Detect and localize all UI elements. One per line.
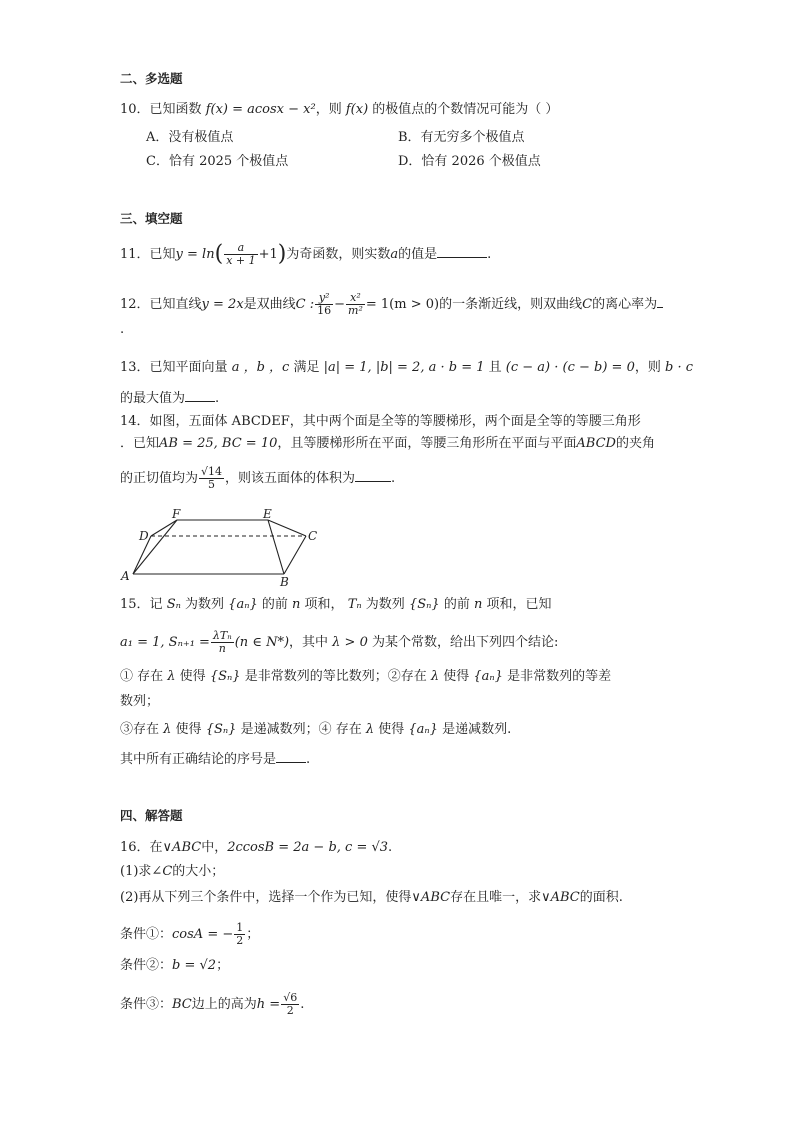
- q16-triangle3: ∨ABC: [541, 890, 580, 905]
- q15-Snset3: {Sₙ}: [205, 722, 237, 737]
- q11-tail: 的值是: [398, 247, 438, 262]
- q16-condition-3: [120, 992, 304, 1017]
- q16-c1-den: 2: [236, 934, 244, 947]
- q10-option-a: A．没有极值点: [146, 130, 234, 145]
- q16-c3-den: 2: [286, 1004, 294, 1017]
- q16-condition-1: [120, 922, 259, 947]
- q15-lam3: λ: [163, 722, 172, 737]
- q16-dot: .: [388, 840, 393, 855]
- q11-answer-blank[interactable]: [437, 245, 487, 258]
- question-15-line2: [120, 630, 558, 655]
- q10-option-d: D．恰有 2026 个极值点: [398, 154, 541, 169]
- q14-l2-abcd: ABCD: [576, 436, 616, 451]
- q11-pre: 11．已知: [120, 247, 176, 262]
- q15-e: 为数列: [365, 597, 405, 612]
- question-16-part1: [120, 864, 224, 880]
- q16-c3-num: √6: [283, 991, 298, 1004]
- q16-c3-mid: 边上的高为: [191, 997, 257, 1012]
- q15-fraction: [211, 630, 234, 655]
- q15-frac-den: n: [218, 642, 226, 655]
- q16-c3-end: .: [300, 997, 305, 1012]
- question-14-line2: [120, 436, 655, 452]
- q15-c3d: 使得: [378, 722, 405, 737]
- q15-g: 项和，已知: [486, 597, 552, 612]
- q11-numerator: a: [224, 242, 257, 255]
- q12-curve: C :: [295, 297, 315, 312]
- q15-c3e: 是递减数列.: [442, 722, 512, 737]
- q15-frac-num: λTₙ: [212, 629, 232, 642]
- q14-l3-pre: 的正切值均为: [120, 471, 199, 486]
- q15-c1e: 是非常数列的等差: [507, 669, 612, 684]
- question-13-line2: [120, 389, 219, 407]
- q13-answer-blank[interactable]: [185, 389, 215, 402]
- q16-angle: ∠C: [151, 864, 173, 879]
- question-15-line6: [120, 750, 310, 768]
- q15-c1a: ① 存在: [120, 669, 164, 684]
- q15-c1b: 使得: [179, 669, 206, 684]
- q10-function: f(x) = acosx − x²: [205, 102, 316, 117]
- q14-frac-num: √14: [201, 465, 223, 478]
- q16-p2-c: 的面积.: [579, 890, 623, 905]
- q15-domain: (n ∈ N*): [234, 635, 290, 650]
- question-15-line3: [120, 669, 611, 685]
- q15-an2: {aₙ}: [473, 669, 503, 684]
- q11-paren-close: ): [277, 241, 287, 267]
- label-F: F: [172, 507, 181, 521]
- q13-vectors: a ，b ，c: [231, 360, 290, 375]
- question-12: [120, 292, 663, 317]
- q12-frac1: [315, 292, 333, 317]
- q16-c1-expr: cosA = −: [172, 927, 234, 942]
- q15-c3c: 是递减数列；④ 存在: [240, 722, 362, 737]
- q14-end: .: [391, 471, 396, 486]
- q16-c3-h: h =: [256, 997, 281, 1012]
- q11-ln: y = ln: [175, 247, 215, 262]
- q15-d: 项和，: [304, 597, 344, 612]
- q15-b: 为数列: [185, 597, 225, 612]
- q13-and: 且: [488, 360, 502, 375]
- q16-p2-a: (2)再从下列三个条件中，选择一个作为已知，使得: [120, 890, 412, 905]
- q13-end: .: [215, 391, 220, 406]
- q13-pre: 13．已知平面向量: [120, 360, 228, 375]
- q12-pre: 12．已知直线: [120, 297, 202, 312]
- q15-n: n: [292, 597, 301, 612]
- q11-fraction: [224, 242, 257, 267]
- section-heading-fill: 三、填空题: [120, 211, 183, 226]
- q12-c: C: [582, 297, 593, 312]
- q15-S: Sₙ₊₁ =: [168, 635, 210, 650]
- edge-DF: [151, 520, 177, 536]
- label-E: E: [263, 507, 272, 521]
- q14-l3-post: ，则该五面体的体积为: [225, 471, 356, 486]
- q15-lambda-cond: λ > 0: [332, 635, 368, 650]
- q15-Tn: Tₙ: [347, 597, 362, 612]
- q16-c1-num: 1: [236, 921, 244, 934]
- q10-function-ref: f(x): [345, 102, 369, 117]
- edge-EC: [268, 520, 306, 536]
- q16-c1-end: ；: [246, 927, 260, 942]
- q11-var: a: [390, 247, 399, 262]
- q16-pre: 16．在: [120, 840, 163, 855]
- question-16-line1: [120, 840, 392, 856]
- q10-pre: 10．已知函数: [120, 102, 202, 117]
- q12-answer-blank[interactable]: [657, 295, 663, 308]
- q15-c1d: 使得: [443, 669, 470, 684]
- q13-target: b · c: [665, 360, 693, 375]
- q13-cond2: (c − a) · (c − b) = 0: [505, 360, 635, 375]
- q15-l2-c: 为某个常数，给出下列四个结论:: [371, 635, 559, 650]
- q12-frac2-den: m²: [348, 304, 363, 317]
- q15-lam4: λ: [365, 722, 375, 737]
- q15-n2: n: [473, 597, 483, 612]
- q16-triangle: ∨ABC: [162, 840, 202, 855]
- q16-c1-frac: [234, 922, 245, 947]
- q16-p1-post: 的大小；: [172, 864, 225, 879]
- question-15-line1: [120, 597, 552, 613]
- q16-p1-pre: (1)求: [120, 864, 152, 879]
- question-15-line5: [120, 722, 511, 738]
- q10-option-c: C．恰有 2025 个极值点: [146, 154, 289, 169]
- q16-mid: 中，: [201, 840, 228, 855]
- q15-l2-b: ，其中: [289, 635, 329, 650]
- q11-plus: +1: [258, 247, 278, 262]
- q15-Sn: Sₙ: [166, 597, 181, 612]
- q15-l5: 其中所有正确结论的序号是: [120, 752, 277, 767]
- q15-a: 15．记: [120, 597, 163, 612]
- pentahedron-figure: [118, 506, 328, 588]
- q15-Snset: {Sₙ}: [408, 597, 440, 612]
- q13-cond: |a| = 1, |b| = 2, a · b = 1: [323, 360, 485, 375]
- q15-f: 的前: [443, 597, 470, 612]
- label-B: B: [280, 575, 289, 588]
- q15-c3a: ③存在: [120, 722, 160, 737]
- q14-l2-pre: ．已知: [120, 436, 160, 451]
- q15-a1: a₁ = 1,: [120, 635, 165, 650]
- q15-c1c: 是非常数列的等比数列；②存在: [244, 669, 427, 684]
- q16-p2-b: 存在且唯一，求: [450, 890, 542, 905]
- q13-then: ，则: [634, 360, 661, 375]
- q14-l2-post: ，且等腰梯形所在平面，等腰三角形所在平面与平面: [277, 436, 577, 451]
- section-heading-multi: 二、多选题: [120, 71, 183, 86]
- q15-c3b: 使得: [175, 722, 202, 737]
- q15-lam2: λ: [430, 669, 440, 684]
- q16-triangle2: ∨ABC: [411, 890, 451, 905]
- q12-mid: 是双曲线: [243, 297, 296, 312]
- q12-frac2: [346, 292, 365, 317]
- q14-frac-den: 5: [208, 478, 216, 491]
- q12-frac1-num: y²: [315, 292, 333, 305]
- q15-an: {aₙ}: [228, 597, 258, 612]
- q10-mid: ，则: [315, 102, 342, 117]
- q13-line2-text: 的最大值为: [120, 391, 186, 406]
- q12-tail: 的离心率为: [592, 297, 658, 312]
- q11-denominator: x + 1: [226, 254, 256, 267]
- section-heading-solve: 四、解答题: [120, 808, 183, 823]
- q15-c: 的前: [261, 597, 288, 612]
- q12-line: y = 2x: [201, 297, 244, 312]
- q14-fraction: [199, 466, 224, 491]
- question-11: [120, 242, 491, 267]
- q11-post: 为奇函数，则实数: [286, 247, 391, 262]
- label-D: D: [139, 529, 149, 543]
- q16-c3-bc: BC: [172, 997, 192, 1012]
- q12-trailing-dot: .: [120, 322, 125, 337]
- edge-EB: [268, 520, 284, 574]
- q14-l2-tail: 的夹角: [615, 436, 655, 451]
- q11-end: .: [487, 247, 492, 262]
- q12-frac2-num: x²: [346, 292, 365, 305]
- q10-option-b: B．有无穷多个极值点: [398, 130, 525, 145]
- q12-post: 的一条渐近线，则双曲线: [439, 297, 583, 312]
- question-10-stem: [120, 102, 558, 118]
- question-14-line1: 14．如图，五面体 ABCDEF，其中两个面是全等的等腰梯形，两个面是全等的等腰三角形: [120, 414, 641, 429]
- q16-eq: 2ccosB = 2a − b, c = √3: [227, 840, 389, 855]
- q16-c2-expr: b = √2: [172, 958, 217, 973]
- question-15-line4: 数列；: [120, 694, 160, 709]
- q15-Snset2: {Sₙ}: [209, 669, 241, 684]
- question-13-line1: [120, 360, 693, 376]
- label-A: A: [121, 569, 130, 583]
- q16-c2-end: ；: [216, 958, 230, 973]
- q11-paren-open: (: [214, 241, 224, 267]
- q14-answer-blank[interactable]: [355, 469, 391, 482]
- q12-eq: = 1(m > 0): [365, 297, 440, 312]
- q10-post: 的极值点的个数情况可能为（ ）: [372, 102, 559, 117]
- q15-end: .: [306, 752, 311, 767]
- q16-c3-frac: [281, 992, 299, 1017]
- q16-condition-2: [120, 958, 229, 974]
- q16-c3-pre: 条件③：: [120, 997, 173, 1012]
- q15-an3: {aₙ}: [408, 722, 438, 737]
- q15-answer-blank[interactable]: [276, 750, 306, 763]
- q12-minus: −: [334, 297, 346, 312]
- q16-c2-pre: 条件②：: [120, 958, 173, 973]
- question-16-part2: [120, 890, 623, 906]
- q16-c1-pre: 条件①：: [120, 927, 173, 942]
- q12-frac1-den: 16: [317, 304, 332, 317]
- q14-l2-eq: AB = 25, BC = 10: [159, 436, 278, 451]
- edge-BC: [284, 536, 306, 574]
- label-C: C: [308, 529, 318, 543]
- question-14-line3: [120, 466, 395, 491]
- q13-cond-pre: 满足: [293, 360, 320, 375]
- q15-lam1: λ: [167, 669, 176, 684]
